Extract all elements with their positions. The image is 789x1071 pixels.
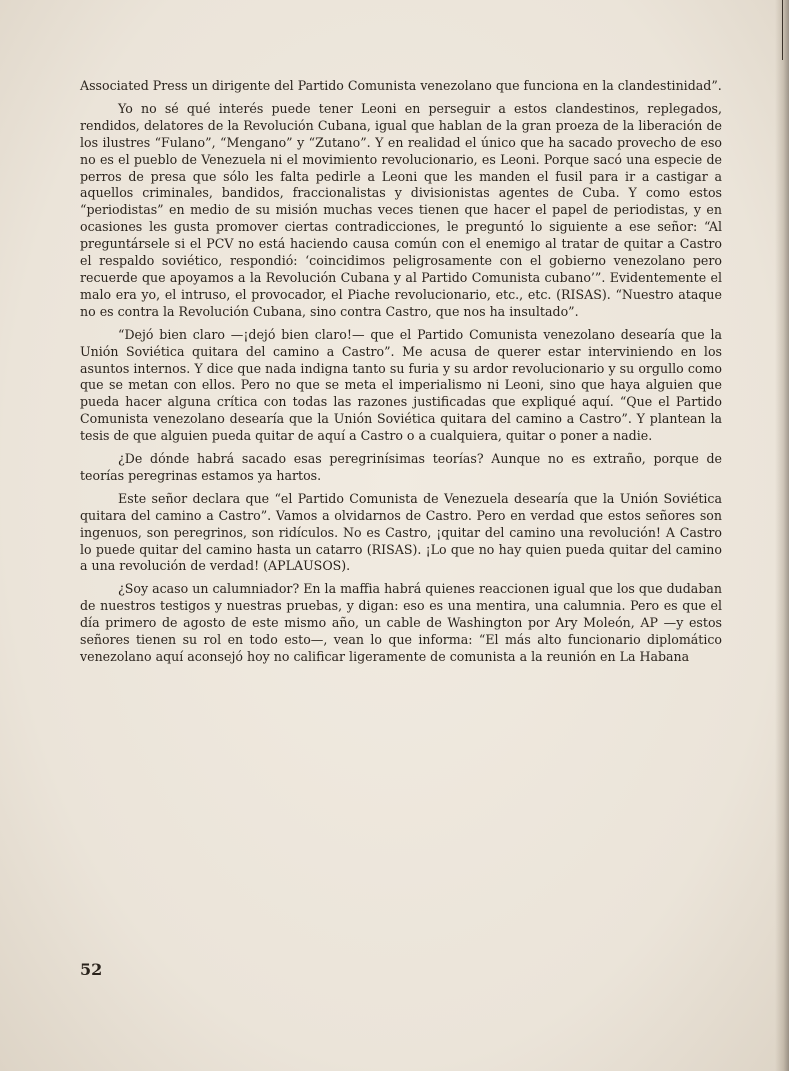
- page-edge-shadow: [775, 0, 789, 1071]
- paragraph-6: ¿Soy acaso un calumniador? En la maffia habrá quienes reaccionen igual que los que dudaban de nuestros testigos y nuestras pruebas, y digan: eso es una mentira, una calumnia. Pero es que el día primero de agosto de este mismo año, un cable de Washington por Ary Moleón, AP —y estos señores tienen su rol en todo esto—, vean lo que informa: “El más alto funcionario diplomático venezolano aquí aconsejó hoy no calificar ligeramente de comunista a la reunión en La Habana: [80, 581, 722, 664]
- paragraph-1: Associated Press un dirigente del Partido Comunista venezolano que funciona en la clandestinidad”.: [80, 78, 722, 93]
- paragraph-2: Yo no sé qué interés puede tener Leoni en perseguir a estos clandestinos, replegados, rendidos, delatores de la Revolución Cubana, igual que hablan de la gran proeza de la liberación de los ilustres “Fulano”, “Mengano” y “Zutano”. Y en realidad el único que ha sacado provecho de eso no es el pueblo de Venezuela ni el movimiento revolucionario, es Leoni. Porque sacó una especie de perros de presa que sólo les falta pedirle a Leoni que les manden el fusil para ir a castigar a aquellos criminales, bandidos, fraccionalistas y divisionistas agentes de Cuba. Y como estos “periodistas” en medio de su misión muchas veces tienen que hacer el papel de periodistas, y en ocasiones les gusta promover ciertas contradicciones, le preguntó lo siguiente a ese señor: “Al preguntársele si el PCV no está haciendo causa común con el enemigo al tratar de quitar a Castro el respaldo soviético, respondió: ‘coincidimos peligrosamente con el gobierno venezolano pero recuerde que apoyamos a la Revolución Cubana y al Partido Comunista cubano’”. Evidentemente el malo era yo, el intruso, el provocador, el Piache revolucionario, etc., etc. (RISAS). “Nuestro ataque no es contra la Revolución Cubana, sino contra Castro, que nos ha insultado”.: [80, 100, 722, 319]
- paragraph-5: Este señor declara que “el Partido Comunista de Venezuela desearía que la Unión Soviética quitara del camino a Castro”. Vamos a olvidarnos de Castro. Pero en verdad que estos señores son ingenuos, son peregrinos, son ridículos. No es Castro, ¡quitar del camino una revolución! A Castro lo puede quitar del camino hasta un catarro (RISAS). ¡Lo que no hay quien pueda quitar del camino a una revolución de verdad! (APLAUSOS).: [80, 490, 722, 574]
- paragraph-3: “Dejó bien claro —¡dejó bien claro!— que el Partido Comunista venezolano desearía que la Unión Soviética quitara del camino a Castro”. Me acusa de querer estar interviniendo en los asuntos internos. Y dice que nada indigna tanto su furia y su ardor revolucionario y su orgullo como que se metan con ellos. Pero no que se meta el imperialismo ni Leoni, sino que haya alguien que pueda hacer alguna crítica con todas las razones justificadas que expliqué aquí. “Que el Partido Comunista venezolano desearía que la Unión Soviética quitara del camino a Castro”. Y plantean la tesis de que alguien pueda quitar de aquí a Castro o a cualquiera, quitar o poner a nadie.: [80, 326, 722, 444]
- page-number: 52: [80, 960, 103, 979]
- body-text: [80, 78, 722, 672]
- page-edge-line: [782, 0, 783, 60]
- paragraph-4: ¿De dónde habrá sacado esas peregrinísimas teorías? Aunque no es extraño, porque de teorías peregrinas estamos ya hartos.: [80, 451, 722, 483]
